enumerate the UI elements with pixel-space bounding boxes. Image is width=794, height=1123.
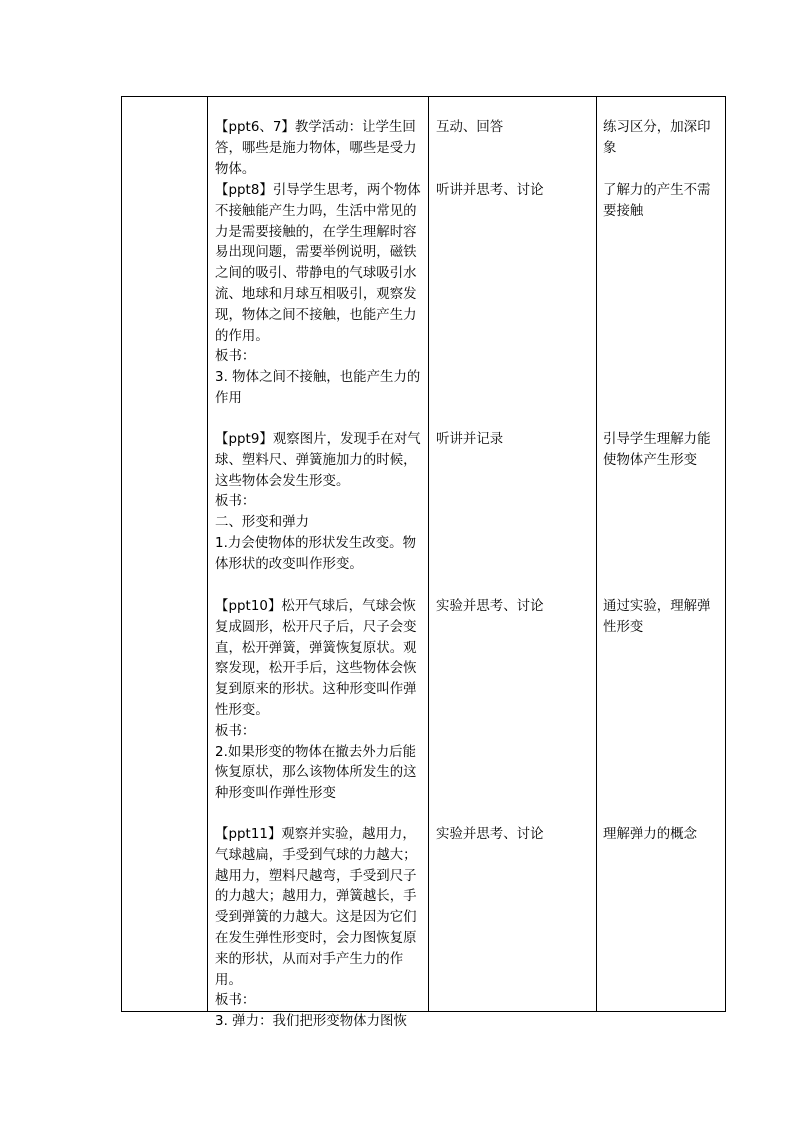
teacher-activity-ppt9: 【ppt9】观察图片，发现手在对气球、塑料尺、弹簧施加力的时候，这些物体会发生形变。 板书： 二、形变和弹力 1.力会使物体的形状发生改变。物体形状的改变叫作形变。 [215, 432, 421, 572]
student-activity-ppt9: 听讲并记录 [436, 432, 504, 447]
lesson-table [121, 96, 726, 1030]
student-activity-ppt11: 实验并思考、讨论 [436, 827, 544, 842]
column-divider [428, 97, 429, 1011]
teacher-activity-ppt6-7: 【ppt6、7】教学活动：让学生回答，哪些是施力物体，哪些是受力物体。 [215, 120, 417, 177]
column-divider [596, 97, 597, 1011]
student-activity-ppt10: 实验并思考、讨论 [436, 599, 544, 614]
design-intent-ppt6-7: 练习区分，加深印象 [603, 120, 711, 156]
design-intent-ppt9: 引导学生理解力能使物体产生形变 [603, 432, 711, 468]
teacher-activity-ppt11: 【ppt11】观察并实验，越用力，气球越扁，手受到气球的力越大；越用力，塑料尺越弯，手受到尺子的力越大；越用力，弹簧越长，手受到弹簧的力越大。这是因为它们在发生弹性形变时，会力图恢复原来的形状，从而对手产生力的作用。 板书： 3. 弹力：我们把形变物体力图恢 [215, 827, 417, 1030]
teacher-activity-ppt8: 【ppt8】引导学生思考，两个物体不接触能产生力吗，生活中常见的力是需要接触的，在学生理解时容易出现问题，需要举例说明，磁铁之间的吸引、带静电的气球吸引水流、地球和月球互相吸引，观察发现，物体之间不接触，也能产生力的作用。 板书： 3. 物体之间不接触，也能产生力的作用 [215, 183, 421, 406]
design-intent-ppt10: 通过实验，理解弹性形变 [603, 599, 711, 635]
column-divider [207, 97, 208, 1011]
student-activity-ppt6-7: 互动、回答 [436, 120, 504, 135]
teacher-activity-ppt10: 【ppt10】松开气球后，气球会恢复成圆形，松开尺子后，尺子会变直，松开弹簧，弹簧恢复原状。观察发现，松开手后，这些物体会恢复到原来的形状。这种形变叫作弹性形变。 板书： 2.如果形变的物体在撤去外力后能恢复原状，那么该物体所发生的这种形变叫作弹性形变 [215, 599, 417, 802]
student-activity-ppt8: 听讲并思考、讨论 [436, 183, 544, 198]
design-intent-ppt8: 了解力的产生不需要接触 [603, 183, 711, 219]
design-intent-ppt11: 理解弹力的概念 [603, 827, 698, 842]
